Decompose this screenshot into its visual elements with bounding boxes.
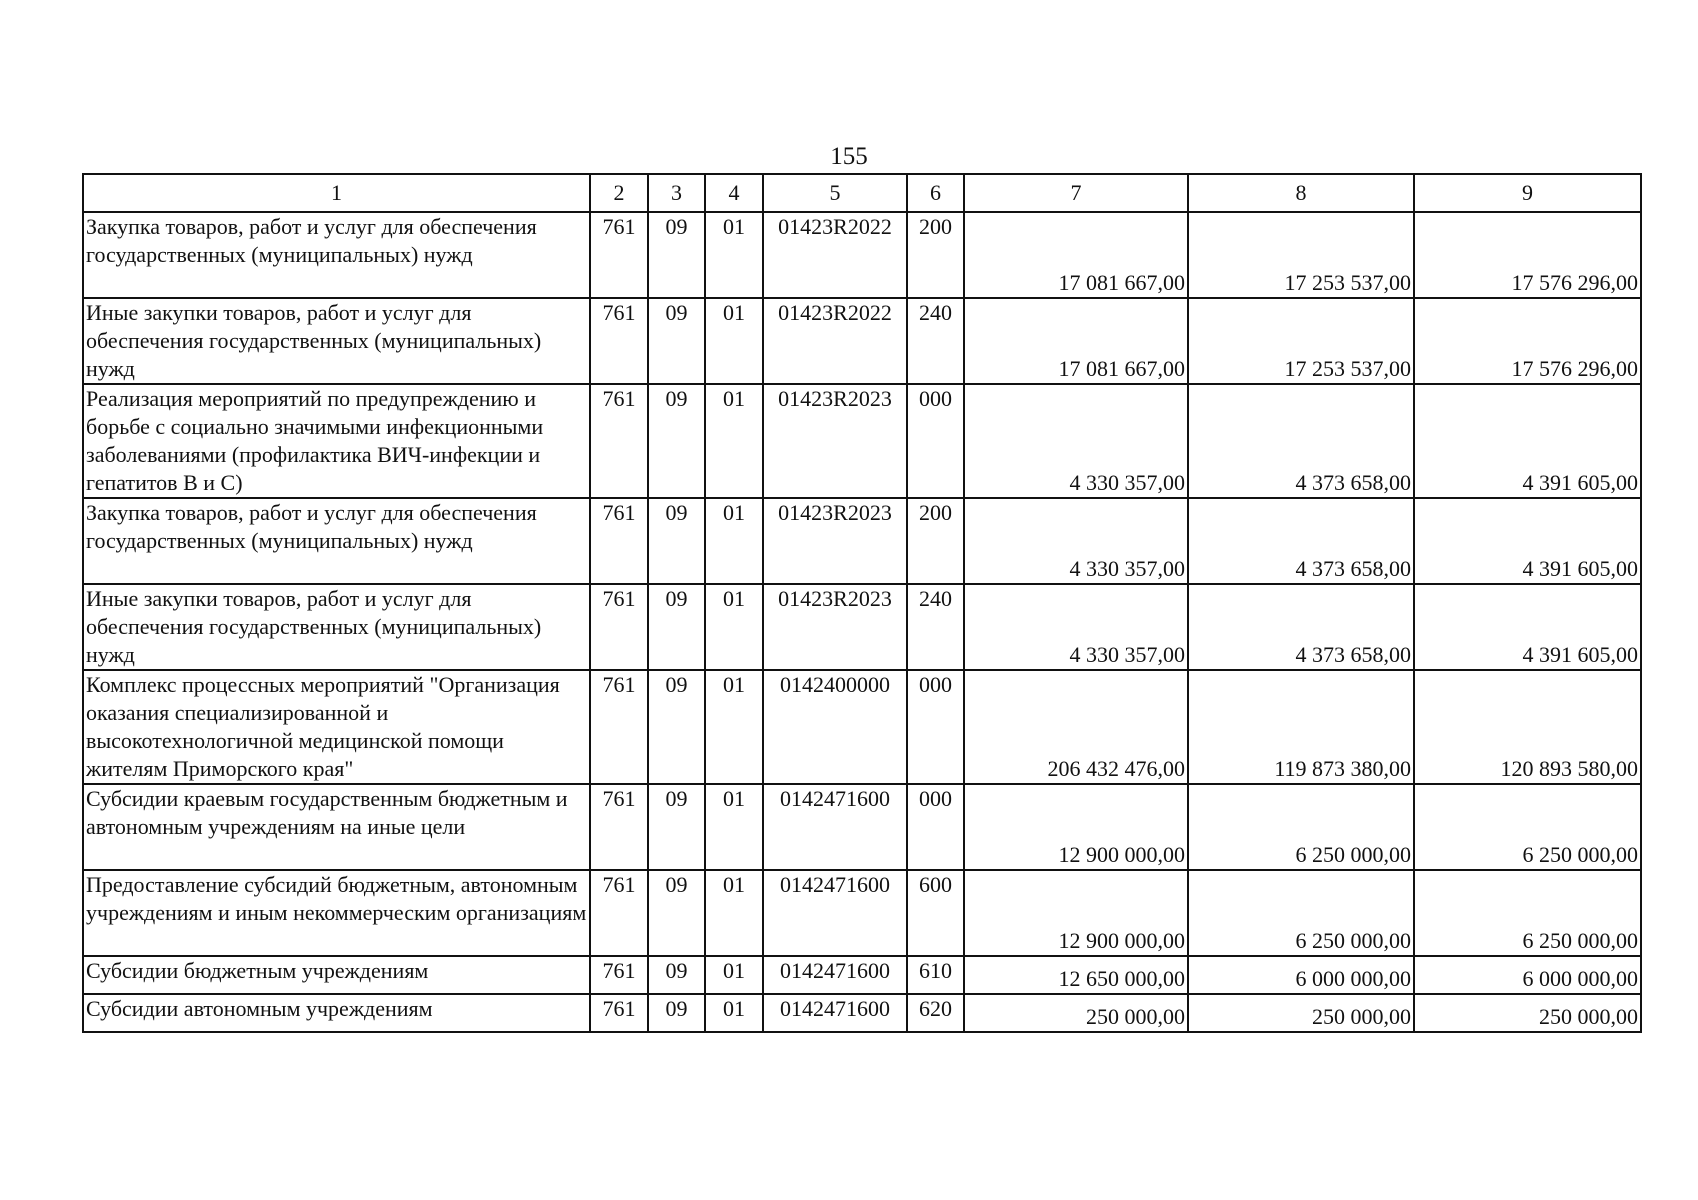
- col-6-cell: 240: [907, 298, 964, 384]
- col-7-amount-cell: 4 330 357,00: [964, 498, 1188, 584]
- budget-table: [82, 173, 1642, 1033]
- column-header: 4: [705, 174, 763, 212]
- col-3-cell: 09: [648, 670, 705, 784]
- column-header: 9: [1414, 174, 1641, 212]
- col-8-amount-cell: 4 373 658,00: [1188, 584, 1414, 670]
- col-2-cell: 761: [590, 670, 648, 784]
- table-row: [83, 994, 1641, 1032]
- col-3-cell: 09: [648, 298, 705, 384]
- table-row: [83, 670, 1641, 784]
- row-name-cell: Комплекс процессных мероприятий "Организация оказания специализированной и высокотехнологичной медицинской помощи жителям Приморского края": [83, 670, 590, 784]
- table-row: [83, 784, 1641, 870]
- col-2-cell: 761: [590, 784, 648, 870]
- column-header: 5: [763, 174, 907, 212]
- col-2-cell: 761: [590, 956, 648, 994]
- col-4-cell: 01: [705, 670, 763, 784]
- col-2-cell: 761: [590, 498, 648, 584]
- col-7-amount-cell: 17 081 667,00: [964, 212, 1188, 298]
- col-8-amount-cell: 4 373 658,00: [1188, 498, 1414, 584]
- column-header: 7: [964, 174, 1188, 212]
- page-number: 155: [830, 143, 868, 170]
- col-2-cell: 761: [590, 298, 648, 384]
- col-5-cell: 0142471600: [763, 994, 907, 1032]
- row-name-cell: Иные закупки товаров, работ и услуг для обеспечения государственных (муниципальных) нужд: [83, 584, 590, 670]
- col-2-cell: 761: [590, 994, 648, 1032]
- col-6-cell: 200: [907, 498, 964, 584]
- col-4-cell: 01: [705, 384, 763, 498]
- col-9-amount-cell: 120 893 580,00: [1414, 670, 1641, 784]
- col-6-cell: 620: [907, 994, 964, 1032]
- col-3-cell: 09: [648, 584, 705, 670]
- col-9-amount-cell: 6 000 000,00: [1414, 956, 1641, 994]
- col-5-cell: 0142471600: [763, 870, 907, 956]
- col-4-cell: 01: [705, 298, 763, 384]
- col-7-amount-cell: 4 330 357,00: [964, 384, 1188, 498]
- col-7-amount-cell: 12 900 000,00: [964, 870, 1188, 956]
- col-5-cell: 01423R2023: [763, 584, 907, 670]
- column-header: 1: [83, 174, 590, 212]
- row-name-cell: Закупка товаров, работ и услуг для обеспечения государственных (муниципальных) нужд: [83, 498, 590, 584]
- col-4-cell: 01: [705, 956, 763, 994]
- col-2-cell: 761: [590, 870, 648, 956]
- col-6-cell: 000: [907, 670, 964, 784]
- col-9-amount-cell: 6 250 000,00: [1414, 784, 1641, 870]
- col-4-cell: 01: [705, 498, 763, 584]
- col-9-amount-cell: 4 391 605,00: [1414, 498, 1641, 584]
- col-2-cell: 761: [590, 212, 648, 298]
- col-3-cell: 09: [648, 784, 705, 870]
- col-6-cell: 240: [907, 584, 964, 670]
- col-3-cell: 09: [648, 994, 705, 1032]
- table-row: [83, 956, 1641, 994]
- table-row: [83, 584, 1641, 670]
- column-header: 6: [907, 174, 964, 212]
- col-5-cell: 01423R2023: [763, 498, 907, 584]
- row-name-cell: Иные закупки товаров, работ и услуг для обеспечения государственных (муниципальных) нужд: [83, 298, 590, 384]
- table-header-row: [83, 174, 1641, 212]
- col-2-cell: 761: [590, 384, 648, 498]
- col-5-cell: 0142471600: [763, 956, 907, 994]
- col-3-cell: 09: [648, 498, 705, 584]
- col-7-amount-cell: 206 432 476,00: [964, 670, 1188, 784]
- col-3-cell: 09: [648, 956, 705, 994]
- col-8-amount-cell: 6 250 000,00: [1188, 870, 1414, 956]
- row-name-cell: Субсидии автономным учреждениям: [83, 994, 590, 1032]
- col-8-amount-cell: 250 000,00: [1188, 994, 1414, 1032]
- row-name-cell: Реализация мероприятий по предупреждению и борьбе с социально значимыми инфекционными заболеваниями (профилактика ВИЧ-инфекции и гепатитов B и C): [83, 384, 590, 498]
- col-4-cell: 01: [705, 212, 763, 298]
- col-5-cell: 01423R2022: [763, 298, 907, 384]
- table-row: [83, 212, 1641, 298]
- col-8-amount-cell: 119 873 380,00: [1188, 670, 1414, 784]
- column-header: 8: [1188, 174, 1414, 212]
- col-3-cell: 09: [648, 212, 705, 298]
- col-8-amount-cell: 6 250 000,00: [1188, 784, 1414, 870]
- col-5-cell: 0142471600: [763, 784, 907, 870]
- col-2-cell: 761: [590, 584, 648, 670]
- col-3-cell: 09: [648, 870, 705, 956]
- table-row: [83, 498, 1641, 584]
- table-row: [83, 384, 1641, 498]
- col-7-amount-cell: 12 650 000,00: [964, 956, 1188, 994]
- col-8-amount-cell: 17 253 537,00: [1188, 212, 1414, 298]
- row-name-cell: Закупка товаров, работ и услуг для обеспечения государственных (муниципальных) нужд: [83, 212, 590, 298]
- col-7-amount-cell: 4 330 357,00: [964, 584, 1188, 670]
- column-header: 2: [590, 174, 648, 212]
- table-row: [83, 870, 1641, 956]
- col-8-amount-cell: 17 253 537,00: [1188, 298, 1414, 384]
- col-6-cell: 610: [907, 956, 964, 994]
- col-7-amount-cell: 250 000,00: [964, 994, 1188, 1032]
- col-8-amount-cell: 4 373 658,00: [1188, 384, 1414, 498]
- col-5-cell: 0142400000: [763, 670, 907, 784]
- col-5-cell: 01423R2023: [763, 384, 907, 498]
- col-6-cell: 000: [907, 784, 964, 870]
- col-4-cell: 01: [705, 784, 763, 870]
- column-header: 3: [648, 174, 705, 212]
- row-name-cell: Субсидии бюджетным учреждениям: [83, 956, 590, 994]
- table-row: [83, 298, 1641, 384]
- col-9-amount-cell: 250 000,00: [1414, 994, 1641, 1032]
- col-8-amount-cell: 6 000 000,00: [1188, 956, 1414, 994]
- col-7-amount-cell: 17 081 667,00: [964, 298, 1188, 384]
- col-5-cell: 01423R2022: [763, 212, 907, 298]
- col-9-amount-cell: 6 250 000,00: [1414, 870, 1641, 956]
- col-4-cell: 01: [705, 584, 763, 670]
- col-9-amount-cell: 4 391 605,00: [1414, 584, 1641, 670]
- col-9-amount-cell: 17 576 296,00: [1414, 298, 1641, 384]
- col-6-cell: 000: [907, 384, 964, 498]
- row-name-cell: Предоставление субсидий бюджетным, автономным учреждениям и иным некоммерческим организациям: [83, 870, 590, 956]
- col-9-amount-cell: 4 391 605,00: [1414, 384, 1641, 498]
- col-6-cell: 600: [907, 870, 964, 956]
- row-name-cell: Субсидии краевым государственным бюджетным и автономным учреждениям на иные цели: [83, 784, 590, 870]
- col-4-cell: 01: [705, 870, 763, 956]
- col-4-cell: 01: [705, 994, 763, 1032]
- col-3-cell: 09: [648, 384, 705, 498]
- col-9-amount-cell: 17 576 296,00: [1414, 212, 1641, 298]
- col-7-amount-cell: 12 900 000,00: [964, 784, 1188, 870]
- col-6-cell: 200: [907, 212, 964, 298]
